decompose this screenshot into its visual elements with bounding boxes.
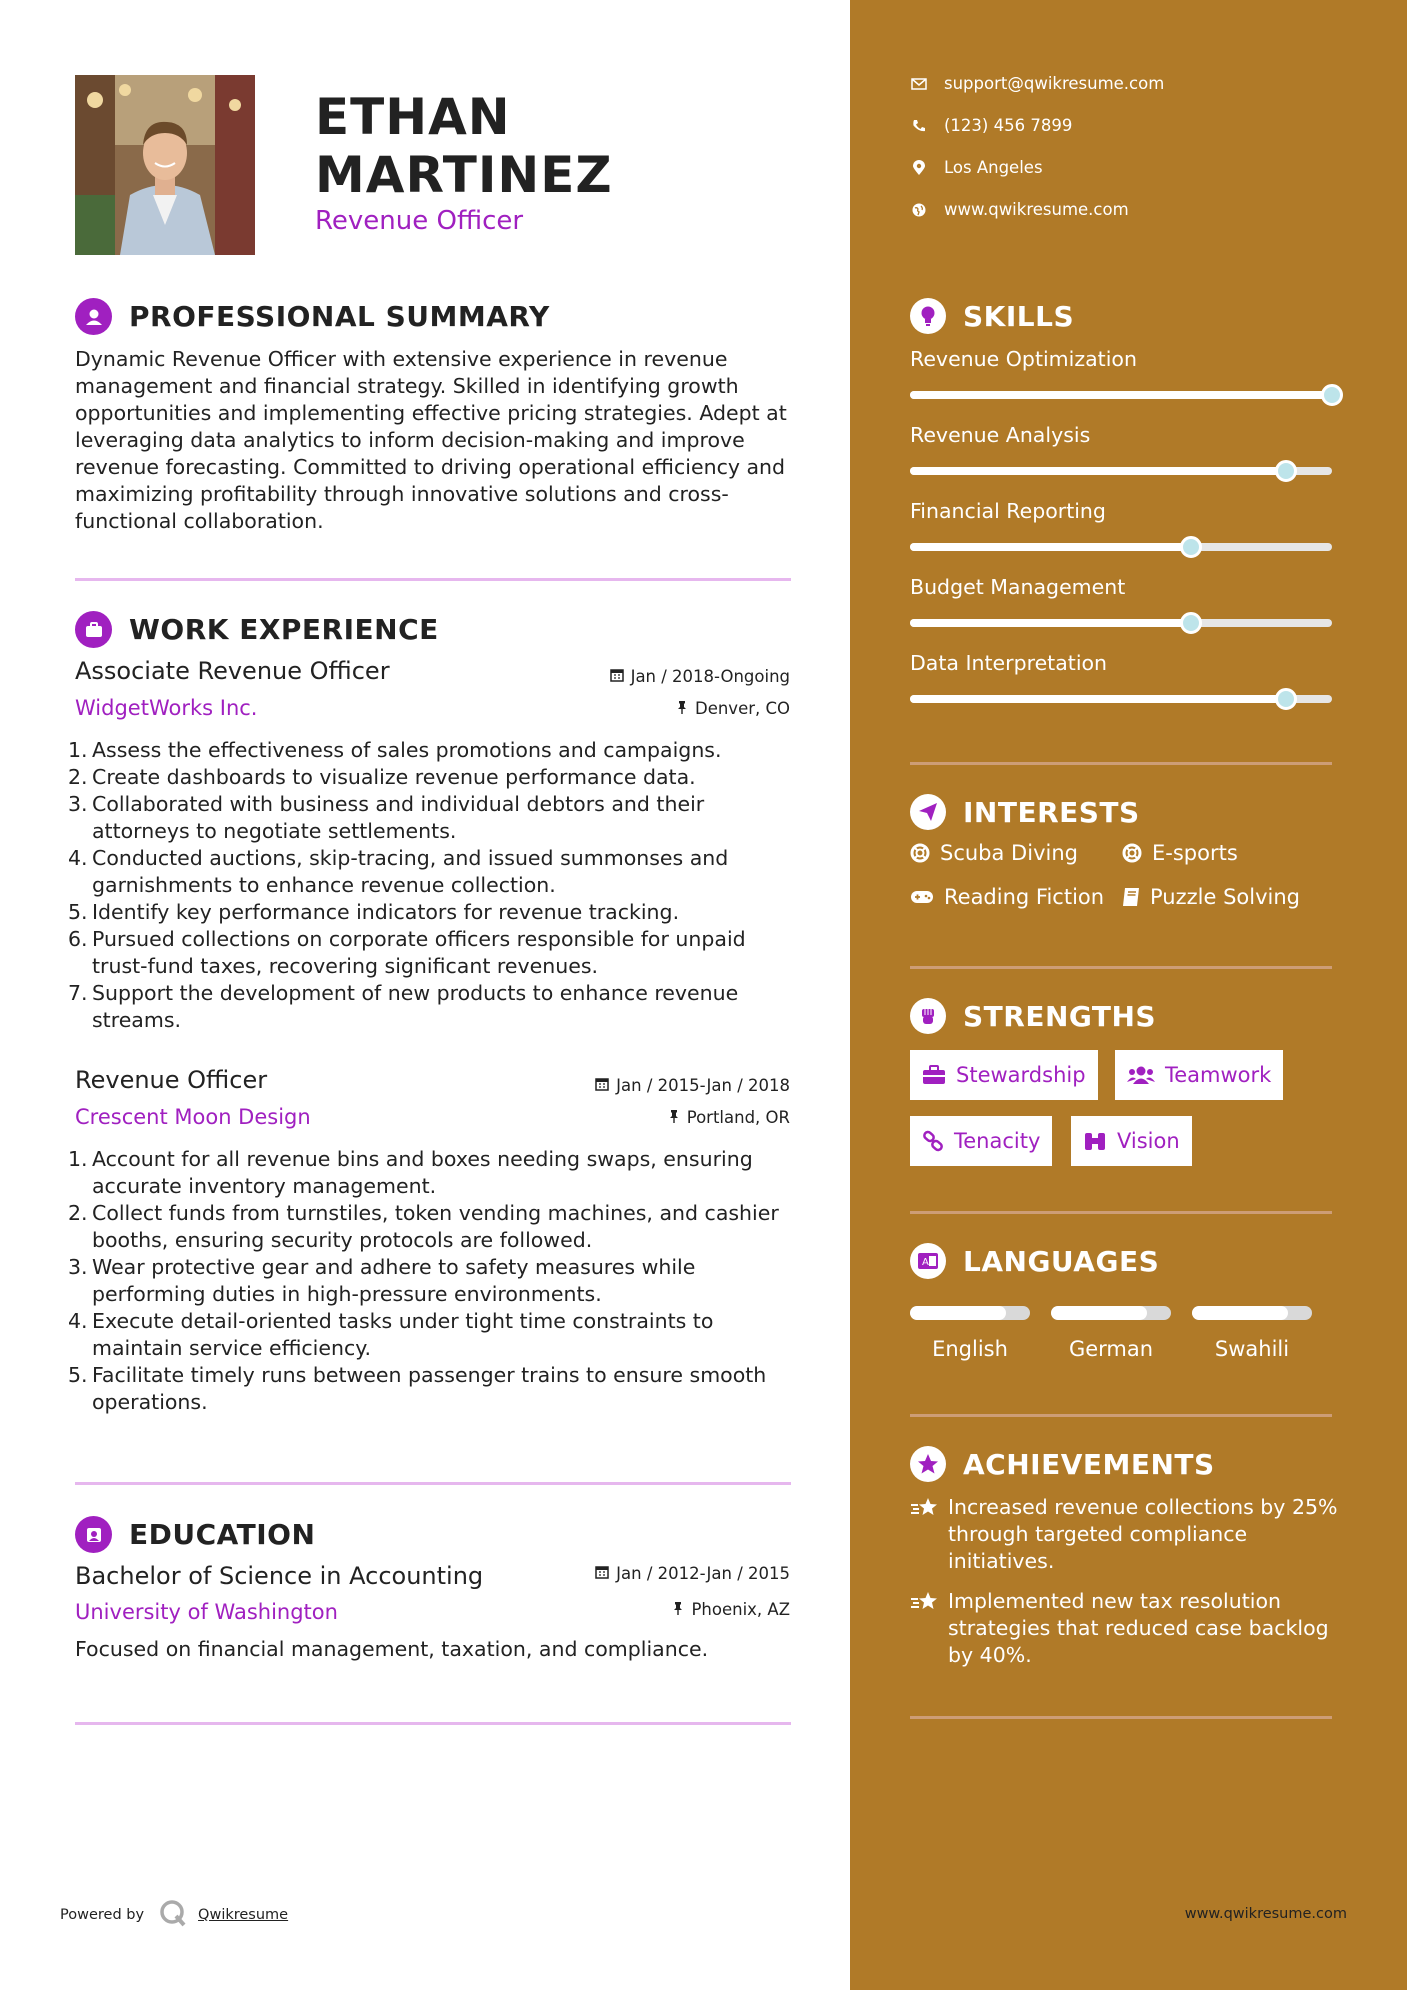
skill-bar — [910, 619, 1332, 627]
achievement-text: Increased revenue collections by 25% through targeted compliance initiatives. — [948, 1495, 1338, 1573]
skill-bar — [910, 695, 1332, 703]
interest-label: Scuba Diving — [940, 841, 1078, 865]
footer-website[interactable]: www.qwikresume.com — [1184, 1906, 1347, 1922]
education-location — [672, 1600, 790, 1619]
list-item: 2. Create dashboards to visualize revenue performance data. — [68, 765, 696, 789]
divider — [910, 762, 1332, 765]
language-icon — [910, 1243, 946, 1279]
skill-bar-knob — [1321, 384, 1343, 406]
company-name: WidgetWorks Inc. — [75, 696, 258, 720]
calendar-icon — [595, 1076, 609, 1095]
first-name: ETHAN — [315, 88, 511, 146]
job-location — [668, 1108, 790, 1127]
list-item: 3. Wear protective gear and adhere to safety measures while performing duties in high-pressure environments. — [68, 1255, 696, 1306]
duty-list — [68, 737, 798, 1034]
shooting-star-icon — [910, 1588, 948, 1669]
interest-label: Puzzle Solving — [1150, 885, 1300, 909]
skill-bar-fill — [910, 695, 1286, 703]
skill-name: Financial Reporting — [910, 499, 1106, 523]
contact-phone[interactable] — [910, 116, 1072, 135]
divider — [910, 1716, 1332, 1719]
book-icon — [1122, 887, 1140, 907]
contact-phone-text: (123) 456 7899 — [944, 116, 1073, 135]
strength-tag — [1115, 1050, 1283, 1100]
sidebar — [850, 0, 1407, 1990]
calendar-icon — [610, 667, 624, 686]
language-bar-fill — [1051, 1306, 1147, 1320]
skill-bar-fill — [910, 619, 1191, 627]
skill-name: Budget Management — [910, 575, 1126, 599]
skill-bar-fill — [910, 467, 1286, 475]
skill-bar-fill — [910, 543, 1191, 551]
experience-heading — [75, 611, 439, 648]
pin-icon — [676, 699, 688, 718]
language-bar — [1192, 1306, 1312, 1320]
list-item: 7. Support the development of new products to enhance revenue streams. — [68, 981, 739, 1032]
life-ring-icon — [1122, 843, 1142, 863]
achievement-item — [910, 1588, 1350, 1669]
strength-tag — [910, 1050, 1098, 1100]
education-dates — [595, 1564, 790, 1583]
divider — [910, 966, 1332, 969]
skill-bar-fill — [910, 391, 1332, 399]
skill-name: Revenue Analysis — [910, 423, 1091, 447]
list-item: 5. Identify key performance indicators for revenue tracking. — [68, 900, 680, 924]
divider — [910, 1211, 1332, 1214]
skill-bar-knob — [1180, 536, 1202, 558]
divider — [910, 1414, 1332, 1417]
divider — [75, 578, 791, 581]
job-dates-text: Jan / 2018-Ongoing — [630, 667, 790, 686]
binoculars-icon — [1083, 1130, 1107, 1152]
job-title: Revenue Officer — [75, 1066, 268, 1094]
skill-name: Revenue Optimization — [910, 347, 1137, 371]
divider — [75, 1482, 791, 1485]
shooting-star-icon — [910, 1494, 948, 1575]
interest-label: Reading Fiction — [944, 885, 1105, 909]
divider — [75, 1722, 791, 1725]
qwikresume-logo-icon — [158, 1898, 188, 1932]
gamepad-icon — [910, 889, 934, 905]
job-dates — [610, 667, 790, 686]
experience-title: WORK EXPERIENCE — [129, 613, 439, 646]
contact-location-text: Los Angeles — [944, 158, 1043, 177]
contact-email-text: support@qwikresume.com — [944, 74, 1165, 93]
footer-powered-by — [60, 1898, 288, 1932]
language-bar — [1051, 1306, 1171, 1320]
lightbulb-icon — [910, 298, 946, 334]
star-icon — [910, 1446, 946, 1482]
link-icon — [922, 1130, 944, 1152]
strengths-title: STRENGTHS — [963, 999, 1157, 1033]
skill-name: Data Interpretation — [910, 651, 1108, 675]
job-dates-text: Jan / 2015-Jan / 2018 — [616, 1076, 790, 1095]
last-name: MARTINEZ — [315, 146, 613, 204]
education-title: EDUCATION — [129, 1518, 316, 1551]
paper-plane-icon — [910, 794, 946, 830]
envelope-icon — [910, 78, 928, 90]
skill-bar — [910, 467, 1332, 475]
language-bar-fill — [910, 1306, 1006, 1320]
svg-text:A: A — [922, 1257, 929, 1268]
contact-website[interactable] — [910, 200, 1129, 219]
contact-website-text: www.qwikresume.com — [944, 200, 1129, 219]
achievements-heading — [910, 1446, 1215, 1482]
map-marker-icon — [910, 160, 928, 176]
strength-label: Teamwork — [1165, 1063, 1272, 1087]
interest-label: E-sports — [1152, 841, 1238, 865]
education-heading — [75, 1516, 315, 1553]
list-item: 5. Facilitate timely runs between passenger trains to ensure smooth operations. — [68, 1363, 767, 1414]
job-title: Associate Revenue Officer — [75, 657, 390, 685]
summary-heading — [75, 298, 550, 335]
user-icon — [75, 298, 112, 335]
achievement-text: Implemented new tax resolution strategies that reduced case backlog by 40%. — [948, 1589, 1329, 1667]
contact-location — [910, 158, 1043, 177]
interest-item — [1122, 841, 1238, 865]
pin-icon — [672, 1600, 684, 1619]
fist-icon — [910, 998, 946, 1034]
strength-tag — [1071, 1116, 1192, 1166]
strength-label: Tenacity — [954, 1129, 1041, 1153]
education-description: Focused on financial management, taxation, and compliance. — [75, 1637, 709, 1661]
strengths-heading — [910, 998, 1156, 1034]
duty-list — [68, 1146, 798, 1416]
job-location-text: Denver, CO — [694, 699, 790, 718]
languages-title: LANGUAGES — [963, 1244, 1160, 1278]
list-item: 4. Execute detail-oriented tasks under tight time constraints to maintain service efficiency. — [68, 1309, 714, 1360]
achievements-title: ACHIEVEMENTS — [963, 1447, 1215, 1481]
list-item: 4. Conducted auctions, skip-tracing, and issued summonses and garnishments to enhance revenue collection. — [68, 846, 729, 897]
job-location — [676, 699, 790, 718]
briefcase-icon — [922, 1065, 946, 1085]
interest-item — [1122, 885, 1300, 909]
pin-icon — [668, 1108, 680, 1127]
graduation-icon — [75, 1516, 112, 1553]
job-location-text: Portland, OR — [686, 1108, 790, 1127]
strength-label: Stewardship — [956, 1063, 1086, 1087]
language-name: Swahili — [1214, 1337, 1290, 1361]
company-name: Crescent Moon Design — [75, 1105, 311, 1129]
summary-title: PROFESSIONAL SUMMARY — [129, 300, 550, 333]
achievement-item — [910, 1494, 1350, 1575]
language-name: English — [932, 1337, 1008, 1361]
skills-heading — [910, 298, 1074, 334]
users-icon — [1127, 1065, 1155, 1085]
list-item: 3. Collaborated with business and individual debtors and their attorneys to negotiate settlements. — [68, 792, 705, 843]
language-bar — [910, 1306, 1030, 1320]
skill-bar-knob — [1275, 688, 1297, 710]
contact-email[interactable] — [910, 74, 1164, 93]
qwikresume-link[interactable]: Qwikresume — [198, 1907, 289, 1923]
list-item: 6. Pursued collections on corporate officers responsible for unpaid trust-fund taxes, recovering significant revenues. — [68, 927, 746, 978]
interests-title: INTERESTS — [963, 795, 1140, 829]
briefcase-icon — [75, 611, 112, 648]
candidate-name — [315, 88, 613, 204]
list-item: 1. Account for all revenue bins and boxes needing swaps, ensuring accurate inventory management. — [68, 1147, 753, 1198]
profile-photo — [75, 75, 255, 255]
school-name: University of Washington — [75, 1600, 338, 1624]
education-location-text: Phoenix, AZ — [691, 1600, 790, 1619]
calendar-icon — [595, 1564, 609, 1583]
interest-item — [910, 885, 1104, 909]
skill-bar-knob — [1275, 460, 1297, 482]
candidate-title: Revenue Officer — [315, 206, 524, 236]
language-bar-fill — [1192, 1306, 1288, 1320]
strength-tag — [910, 1116, 1052, 1166]
powered-by-label: Powered by — [60, 1907, 145, 1923]
list-item: 2. Collect funds from turnstiles, token vending machines, and cashier booths, ensuring security protocols are followed. — [68, 1201, 779, 1252]
interests-heading — [910, 794, 1140, 830]
language-name: German — [1068, 1337, 1154, 1361]
degree-title: Bachelor of Science in Accounting — [75, 1562, 484, 1590]
phone-icon — [910, 119, 928, 133]
interest-item — [910, 841, 1078, 865]
education-dates-text: Jan / 2012-Jan / 2015 — [616, 1564, 790, 1583]
globe-icon — [910, 203, 928, 217]
summary-text: Dynamic Revenue Officer with extensive experience in revenue management and financial strategy. Skilled in identifying growth opportunities and implementing effective pricing strategies. Adept at leveraging data analytics to inform decision-making and improve revenue forecasting. Committed to driving operational efficiency and maximizing profitability through innovative solutions and cross-functional collaboration. — [75, 347, 787, 533]
languages-heading — [910, 1243, 1159, 1279]
job-dates — [595, 1076, 790, 1095]
skill-bar — [910, 391, 1332, 399]
list-item: 1. Assess the effectiveness of sales promotions and campaigns. — [68, 738, 722, 762]
strength-label: Vision — [1117, 1129, 1180, 1153]
life-ring-icon — [910, 843, 930, 863]
skills-title: SKILLS — [963, 299, 1075, 333]
skill-bar-knob — [1180, 612, 1202, 634]
skill-bar — [910, 543, 1332, 551]
